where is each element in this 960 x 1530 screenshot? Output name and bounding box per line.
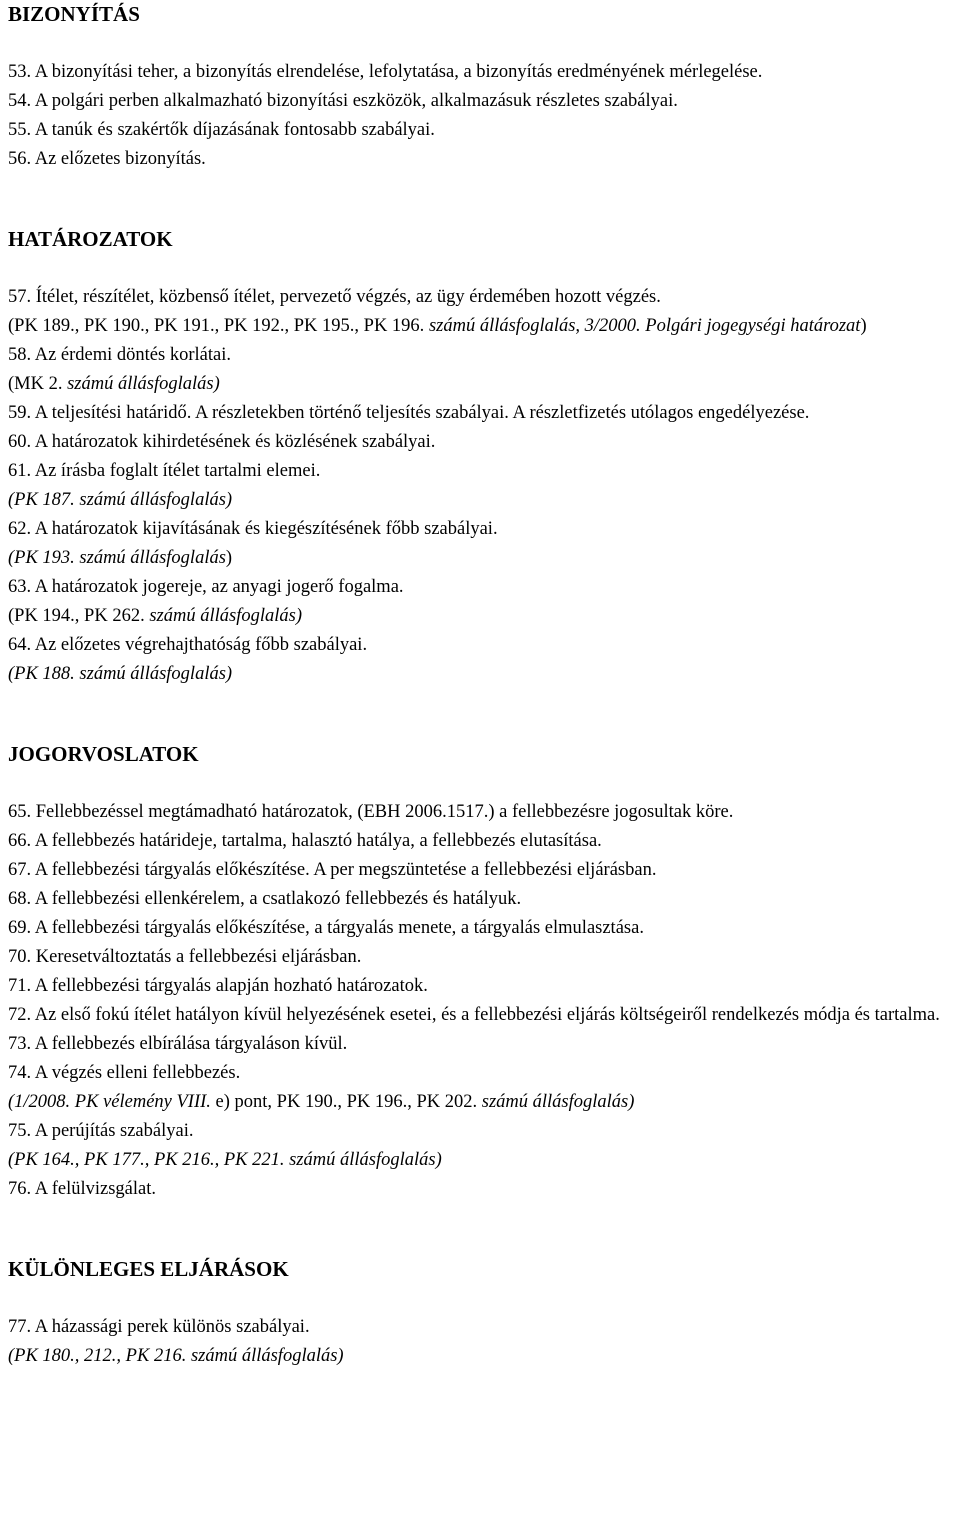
list-item-text: 54. A polgári perben alkalmazható bizonyítási eszközök, alkalmazásuk részletes szabályai. [8,91,678,111]
list-item [8,58,956,87]
list-item [8,660,956,689]
list-item-text: 69. A fellebbezési tárgyalás előkészítése, a tárgyalás menete, a tárgyalás elmulasztása. [8,918,644,938]
list-item [8,428,956,457]
section-items-jogorvoslatok [8,798,956,1204]
list-item-text: (MK 2. [8,374,68,394]
list-item-text: 59. A teljesítési határidő. A részletekben történő teljesítés szabályai. A részletfizetés utólagos engedélyezése. [8,403,810,423]
list-item-text: 65. Fellebbezéssel megtámadható határozatok, (EBH 2006.1517.) a fellebbezésre jogosultak köre. [8,802,734,822]
section-items-bizonyitas [8,58,956,174]
list-item-text: 63. A határozatok jogereje, az anyagi jogerő fogalma. [8,577,404,597]
list-item [8,515,956,544]
list-item-text: 64. Az előzetes végrehajthatóság főbb szabályai. [8,635,368,655]
list-item [8,1001,956,1030]
list-item [8,1117,956,1146]
list-item [8,1059,956,1088]
list-item [8,116,956,145]
list-item [8,631,956,660]
list-item [8,145,956,174]
list-item [8,972,956,1001]
list-item [8,827,956,856]
list-item-text: számú állásfoglalás) [67,374,220,394]
section-items-hatarozatok [8,283,956,689]
list-item [8,1342,956,1371]
list-item-text: 74. A végzés elleni fellebbezés. [8,1063,241,1083]
list-item [8,283,956,312]
list-item-text: 62. A határozatok kijavításának és kiegészítésének főbb szabályai. [8,519,498,539]
list-item-text: (PK 189., PK 190., PK 191., PK 192., PK 195., PK 196. [8,316,429,336]
list-item-text: számú állásfoglalás) [149,606,302,626]
list-item-text: 73. A fellebbezés elbírálása tárgyaláson kívül. [8,1034,348,1054]
list-item-text: 55. A tanúk és szakértők díjazásának fontosabb szabályai. [8,120,435,140]
list-item-text: számú állásfoglalás, 3/2000. Polgári jogegységi határozat [428,316,861,336]
list-item-text: (1/2008. PK vélemény VIII. [8,1092,216,1112]
list-item-text: 66. A fellebbezés határideje, tartalma, halasztó hatálya, a fellebbezés elutasítása. [8,831,602,851]
list-item [8,573,956,602]
list-item-text: 70. Keresetváltoztatás a fellebbezési eljárásban. [8,947,362,967]
list-item [8,87,956,116]
list-item [8,1030,956,1059]
list-item [8,798,956,827]
list-item-text: 76. A felülvizsgálat. [8,1179,156,1199]
list-item [8,943,956,972]
section-heading-kulonleges-eljarasok: KÜLÖNLEGES ELJÁRÁSOK [8,1257,289,1281]
section-heading-jogorvoslatok: JOGORVOSLATOK [8,742,199,766]
list-item [8,1146,956,1175]
section-items-kulonleges-eljarasok [8,1313,956,1371]
list-item-text: ) [860,316,867,336]
list-item [8,1088,956,1117]
list-item-text: (PK 188. számú állásfoglalás) [8,664,233,684]
list-item-text: (PK 194., PK 262. [8,606,150,626]
list-item-text: 57. Ítélet, részítélet, közbenső ítélet, pervezető végzés, az ügy érdemében hozott végzés. [8,287,661,307]
list-item-text: (PK 193. számú állásfoglalás [8,548,226,568]
list-item-text: 75. A perújítás szabályai. [8,1121,194,1141]
list-item [8,457,956,486]
list-item [8,602,956,631]
list-item-text: ) [225,548,233,568]
list-item [8,544,956,573]
list-item-text: 61. Az írásba foglalt ítélet tartalmi elemei. [8,461,321,481]
list-item [8,370,956,399]
list-item [8,885,956,914]
list-item [8,399,956,428]
list-item [8,1175,956,1204]
section-heading-hatarozatok: HATÁROZATOK [8,227,173,251]
list-item [8,341,956,370]
section-heading-bizonyitas: BIZONYÍTÁS [8,2,140,26]
list-item [8,486,956,515]
list-item-text: 58. Az érdemi döntés korlátai. [8,345,231,365]
list-item-text: 56. Az előzetes bizonyítás. [8,149,206,169]
list-item-text: 60. A határozatok kihirdetésének és közlésének szabályai. [8,432,436,452]
list-item-text: 71. A fellebbezési tárgyalás alapján hozható határozatok. [8,976,428,996]
list-item-text: (PK 180., 212., PK 216. számú állásfoglalás) [8,1346,344,1366]
list-item-text: e) pont, PK 190., PK 196., PK 202. [215,1092,482,1112]
list-item [8,312,956,341]
list-item [8,856,956,885]
document-page [8,0,956,1371]
list-item-text: (PK 187. számú állásfoglalás) [8,490,233,510]
list-item-text: 67. A fellebbezési tárgyalás előkészítése. A per megszüntetése a fellebbezési eljárásban. [8,860,657,880]
list-item-text: számú állásfoglalás) [481,1092,635,1112]
list-item-text: 53. A bizonyítási teher, a bizonyítás elrendelése, lefolytatása, a bizonyítás eredményének mérlegelése. [8,62,763,82]
list-item-text: 68. A fellebbezési ellenkérelem, a csatlakozó fellebbezés és hatályuk. [8,889,522,909]
list-item-text: 77. A házassági perek különös szabályai. [8,1317,310,1337]
list-item-text: 72. Az első fokú ítélet hatályon kívül helyezésének esetei, és a fellebbezési eljárás költségeiről rendelkezés módja és tartalma. [8,1005,940,1025]
list-item [8,914,956,943]
list-item-text: (PK 164., PK 177., PK 216., PK 221. számú állásfoglalás) [8,1150,442,1170]
list-item [8,1313,956,1342]
